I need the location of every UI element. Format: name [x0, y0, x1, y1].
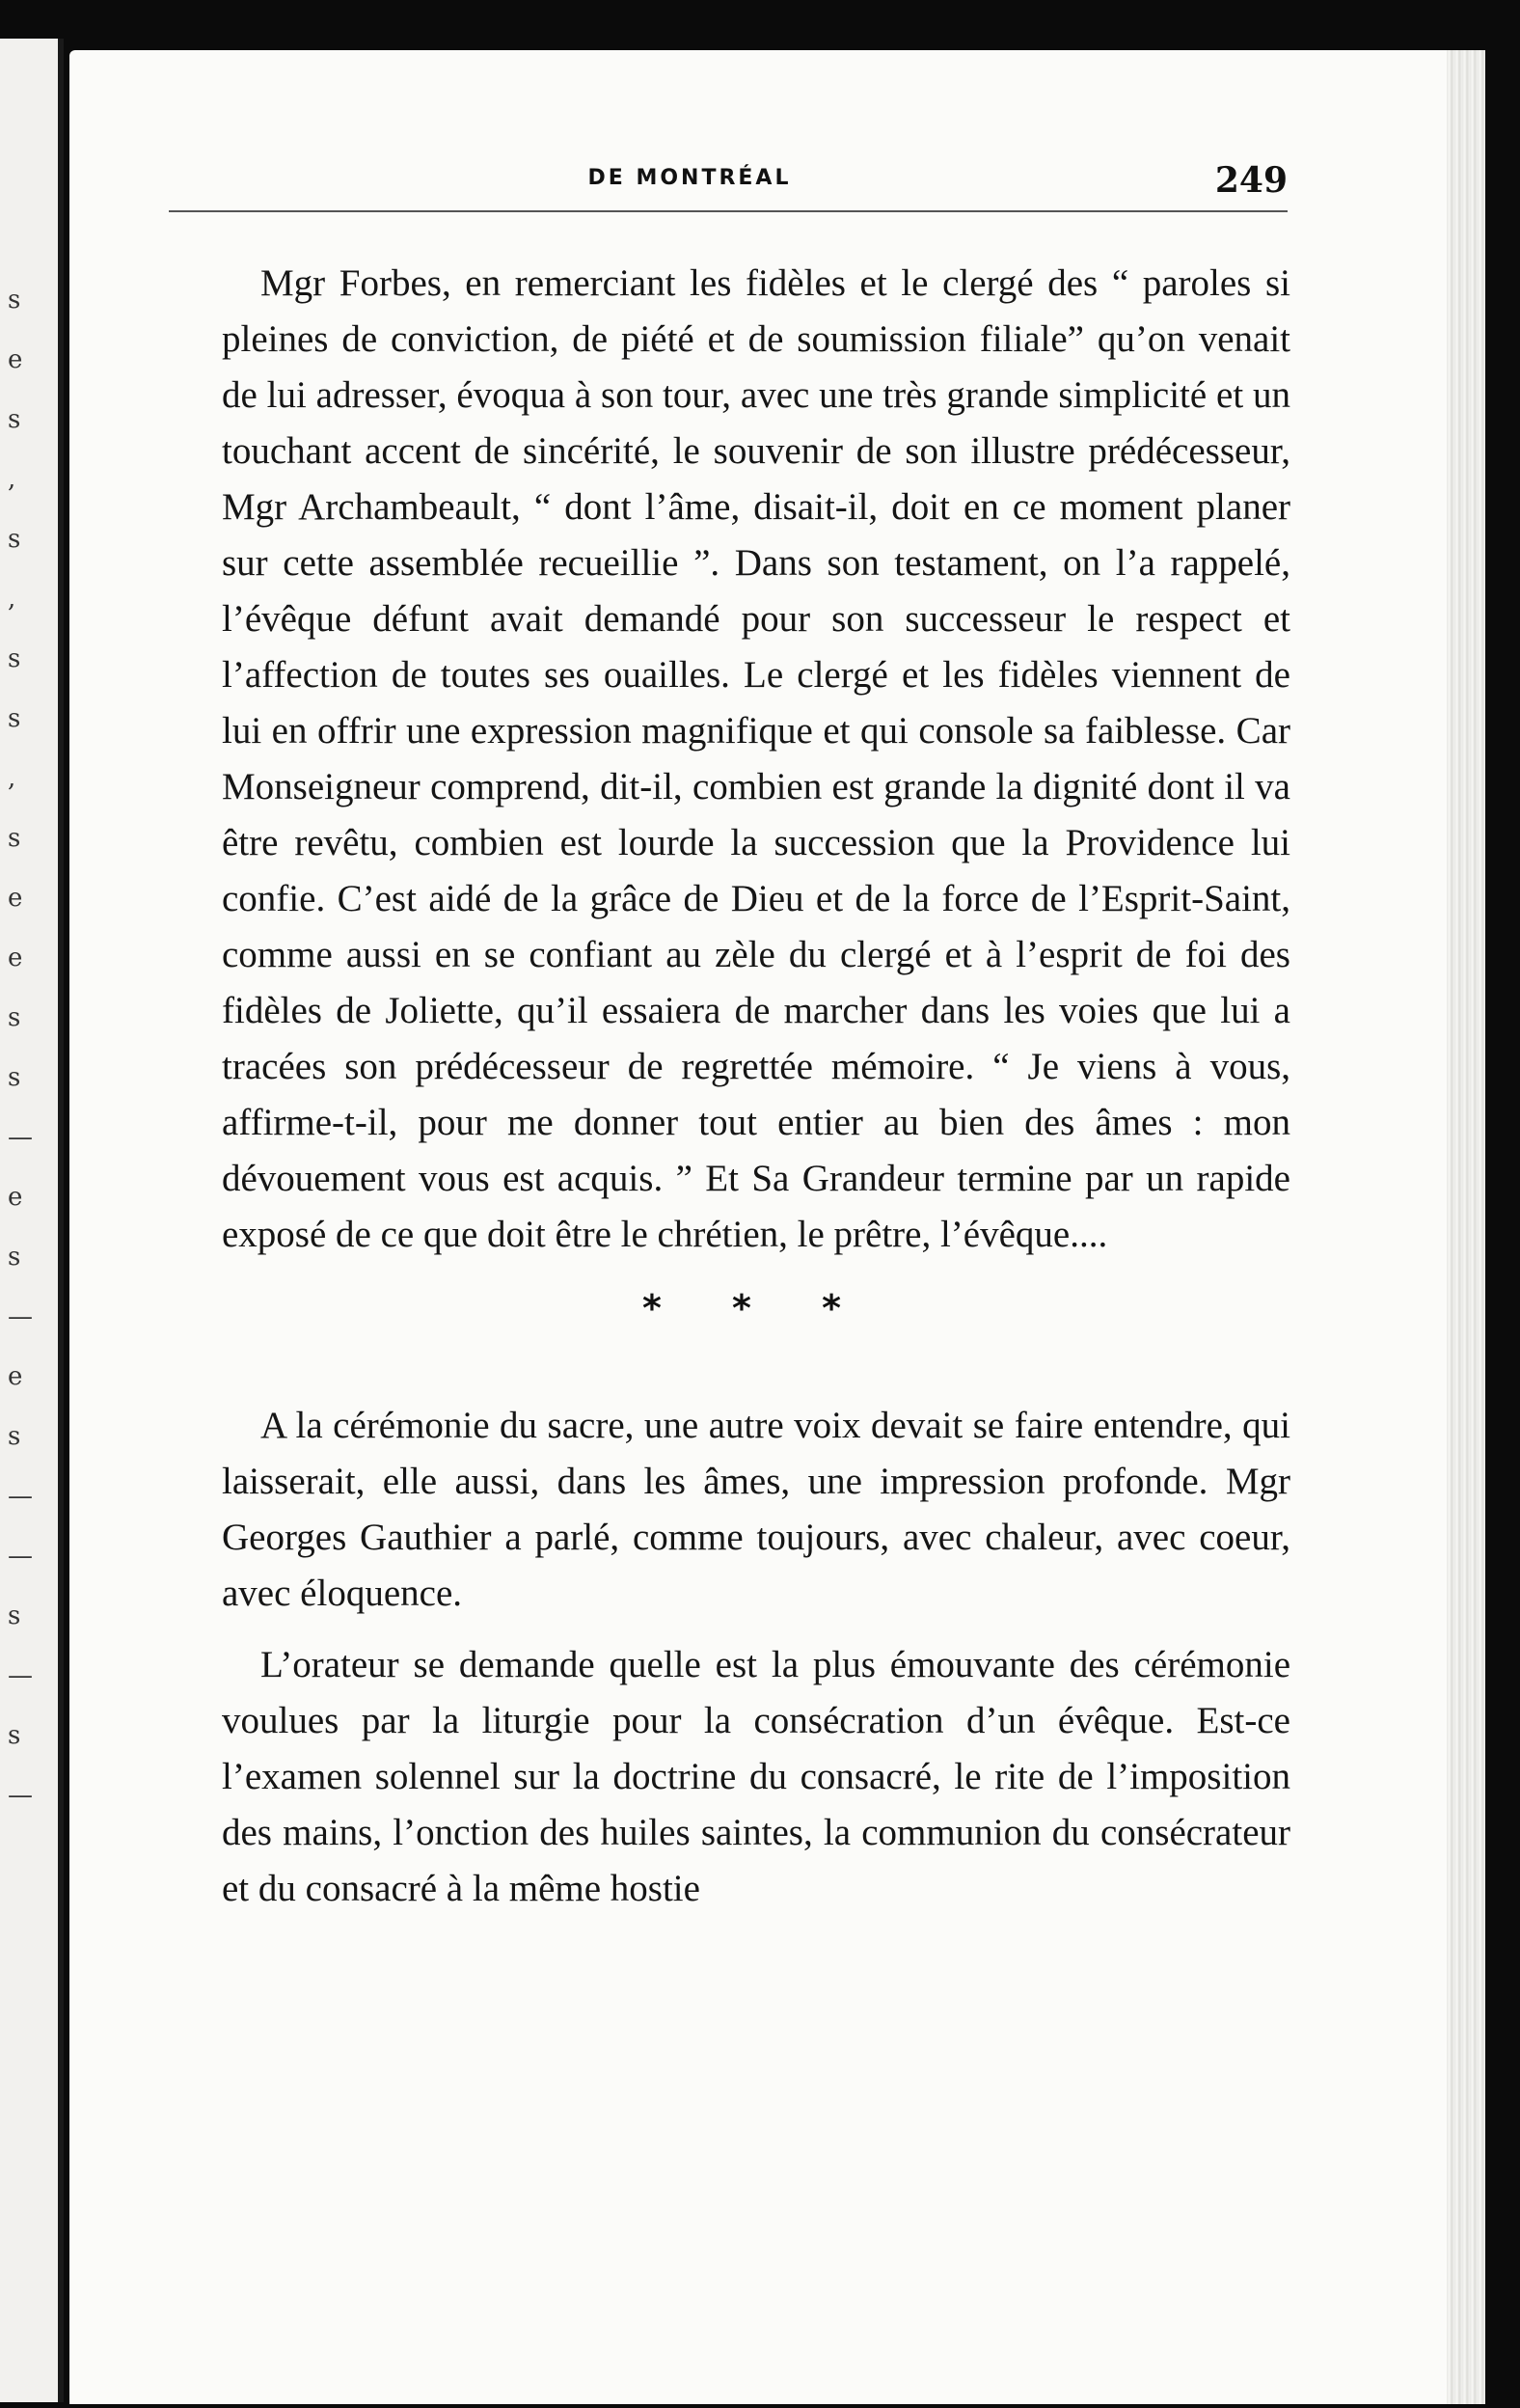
- header-rule: [169, 210, 1288, 212]
- body-text: [222, 256, 1290, 1917]
- page-stack-edge: [1447, 50, 1485, 2404]
- facing-page-edge: [0, 39, 64, 2402]
- paragraph: A la cérémonie du sacre, une autre voix devait se faire entendre, qui laisserait, elle aussi, dans les âmes, une impression profonde. Mgr Georges Gauthier a parlé, comme toujours, avec chaleur, avec coeur, avec éloquence.: [222, 1405, 1290, 1614]
- facing-page-margin-marks: s e s , s , s s , s e e s s — e s — e s — — s — s —: [8, 286, 33, 1810]
- running-head: DE MONTRÉAL: [587, 166, 792, 190]
- paragraph: Mgr Forbes, en remerciant les fidèles et le clergé des “ paroles si pleines de conviction, de piété et de soumission filiale” qu’on venait de lui adresser, évoqua à son tour, avec une très grande simplicité et un touchant accent de sincérité, le souvenir de son illustre prédécesseur, Mgr Archambeault, “ dont l’âme, disait-il, doit en ce moment planer sur cette assemblée recueillie ”. Dans son testament, on l’a rappelé, l’évêque défunt avait demandé pour son successeur le respect et l’affection de toutes ses ouailles. Le clergé et les fidèles viennent de lui en offrir une expression magnifique et qui console sa faiblesse. Car Monseigneur comprend, dit-il, combien est grande la dignité dont il va être revêtu, combien est lourde la succession que la Providence lui confie. C’est aidé de la grâce de Dieu et de la force de l’Esprit-Saint, comme aussi en se confiant au zèle du clergé et à l’esprit de foi des fidèles de Joliette, qu’il essaiera de marcher dans les voies que lui a tracées son prédécesseur de regrettée mémoire. “ Je viens à vous, affirme-t-il, pour me donner tout entier au bien des âmes : mon dévouement vous est acquis. ” Et Sa Grandeur termine par un rapide exposé de ce que doit être le chrétien, le prêtre, l’évêque....: [222, 262, 1290, 1255]
- page-number: 249: [1214, 160, 1288, 201]
- paragraph: L’orateur se demande quelle est la plus émouvante des cérémonie voulues par la liturgie pour la consécration d’un évêque. Est-ce l’examen solennel sur la doctrine du consacré, le rite de l’imposition des mains, l’onction des huiles saintes, la communion du consécrateur et du consacré à la même hostie: [222, 1644, 1290, 1909]
- page-header: [169, 114, 1288, 201]
- section-separator: * * *: [641, 1287, 871, 1329]
